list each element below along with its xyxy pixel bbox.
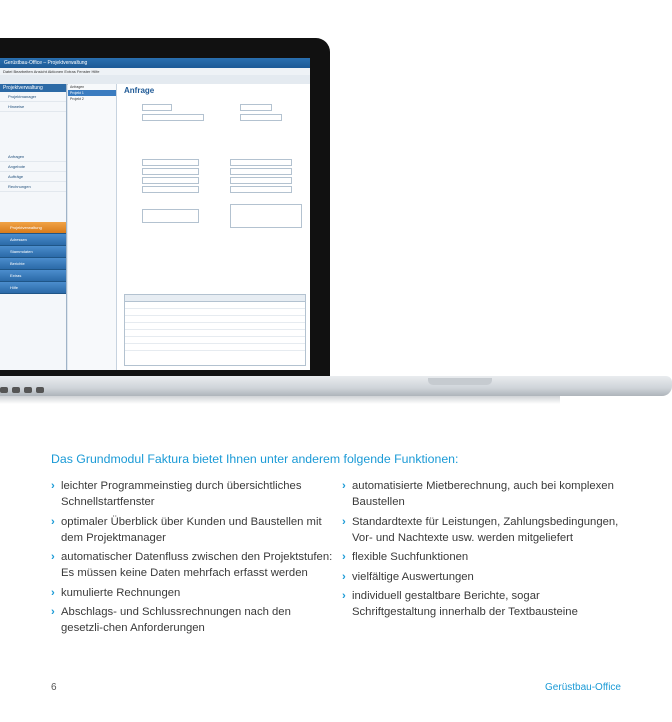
sidebar-item: Angebote — [0, 162, 66, 172]
sidebar-button: Projektverwaltung — [0, 222, 66, 234]
window-title: Gerüstbau-Office – Projektverwaltung — [0, 58, 310, 68]
form-field — [142, 104, 172, 111]
project-tree — [68, 84, 117, 370]
list-item: › flexible Suchfunktionen — [342, 551, 469, 564]
form-field — [142, 177, 199, 184]
app-content — [68, 84, 310, 370]
chevron-right-icon: › — [342, 480, 346, 492]
feature-list-right — [342, 478, 627, 624]
list-item: › automatischer Datenfluss zwischen den Projektstufen: Es müssen keine Daten mehrfach erfasst werden — [51, 551, 333, 580]
laptop-base — [0, 376, 672, 396]
tree-item: Projekt 1 — [68, 90, 116, 96]
sidebar-item: Projektmanager — [0, 92, 66, 102]
form-field — [142, 186, 199, 193]
chevron-right-icon: › — [51, 480, 55, 492]
list-item: › automatisierte Mietberechnung, auch bei komplexen Baustellen — [342, 480, 614, 508]
form-field — [142, 114, 204, 121]
chevron-right-icon: › — [51, 515, 55, 528]
chevron-right-icon: › — [51, 586, 55, 599]
tree-item: Projekt 2 — [70, 97, 84, 101]
chevron-right-icon: › — [342, 590, 346, 603]
list-item: › kumulierte Rechnungen — [51, 586, 181, 599]
form-field — [230, 159, 292, 166]
form-field — [230, 177, 292, 184]
list-item: › optimaler Überblick über Kunden und Baustellen mit dem Projektmanager — [51, 515, 322, 544]
list-item: › Abschlags- und Schlussrechnungen nach den gesetzli-chen Anforderungen — [51, 606, 291, 635]
laptop-notch — [428, 378, 492, 385]
sidebar-button: Extras — [0, 270, 66, 282]
chevron-right-icon: › — [342, 515, 346, 528]
sidebar-button: Hilfe — [0, 282, 66, 294]
feature-list-left — [51, 478, 336, 640]
app-screenshot — [0, 58, 310, 370]
sidebar-item: Hinweise — [0, 102, 66, 112]
chevron-right-icon: › — [342, 570, 346, 583]
form-field — [240, 114, 282, 121]
brand-footer: Gerüstbau-Office — [545, 682, 621, 693]
request-form — [120, 84, 308, 370]
sidebar-item: Rechnungen — [0, 182, 66, 192]
chevron-right-icon: › — [51, 606, 55, 619]
contact-grid — [124, 294, 306, 366]
sidebar-button: Adressen — [0, 234, 66, 246]
chevron-right-icon: › — [342, 551, 346, 564]
form-field — [240, 104, 272, 111]
menu-bar: Datei Bearbeiten Ansicht Aktionen Extras Fenster Hilfe — [0, 68, 310, 75]
list-item: › vielfältige Auswertungen — [342, 570, 474, 583]
chevron-right-icon: › — [51, 551, 55, 564]
form-title: Anfrage — [124, 86, 155, 95]
form-field — [142, 209, 199, 223]
laptop-shadow — [0, 396, 560, 404]
form-field — [142, 168, 199, 175]
sidebar-item: Anfragen — [0, 152, 66, 162]
sidebar-item: Aufträge — [0, 172, 66, 182]
notes-box — [230, 204, 302, 228]
page-number: 6 — [51, 682, 57, 693]
tree-item: Anfragen — [70, 85, 85, 89]
hint-panel — [0, 112, 66, 152]
list-item: › Standardtexte für Leistungen, Zahlungsbedingungen, Vor- und Nachtexte usw. werden mitgeliefert — [342, 515, 619, 544]
form-field — [230, 168, 292, 175]
form-field — [142, 159, 199, 166]
sidebar — [0, 84, 67, 370]
sidebar-button: Stammdaten — [0, 246, 66, 258]
form-field — [230, 186, 292, 193]
sidebar-button: Berichte — [0, 258, 66, 270]
section-heading: Das Grundmodul Faktura bietet Ihnen unter anderem folgende Funktionen: — [51, 452, 459, 466]
list-item: › leichter Programmeinstieg durch übersichtliches Schnellstartfenster — [51, 480, 302, 508]
list-item: › individuell gestaltbare Berichte, sogar Schriftgestaltung innerhalb der Textbausteine — [342, 590, 578, 619]
sidebar-title: Projektverwaltung — [0, 84, 66, 92]
